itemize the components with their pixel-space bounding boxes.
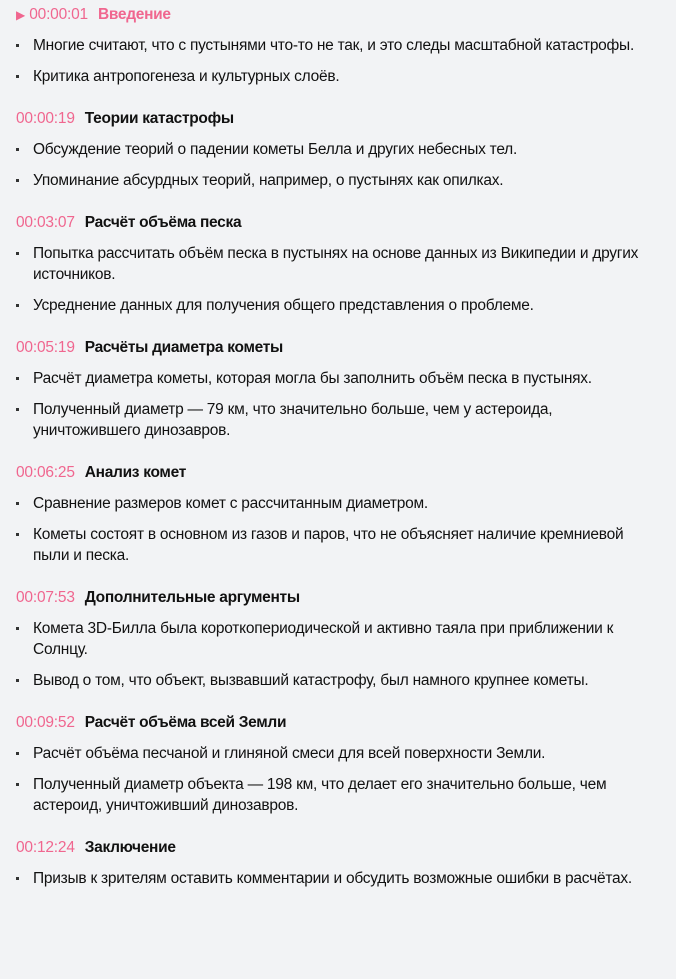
list-item [16,66,662,87]
chapter [16,337,662,441]
bullet-icon [16,377,19,380]
bullet-icon [16,304,19,307]
bullet-icon [16,44,19,47]
bullet-icon [16,408,19,411]
list-item [16,618,662,660]
bullet-icon [16,679,19,682]
point-text: Призыв к зрителям оставить комментарии и обсудить возможные ошибки в расчётах. [33,870,632,887]
bullet-icon [16,179,19,182]
chapter-title: Введение [97,6,171,23]
point-text: Расчёт диаметра кометы, которая могла бы заполнить объём песка в пустынях. [33,370,592,387]
list-item [16,670,662,691]
point-text: Сравнение размеров комет с рассчитанным диаметром. [33,495,428,512]
chapter-points [16,35,662,87]
timestamp-link[interactable]: 00:12:24 [16,839,75,856]
timestamp-link[interactable]: 00:05:19 [16,339,75,356]
chapter-title: Теории катастрофы [84,110,234,127]
chapter-header[interactable] [16,462,662,484]
chapter-points [16,493,662,566]
chapter-header[interactable] [16,212,662,234]
chapter-points [16,868,662,889]
chapter [16,4,662,87]
bullet-icon [16,783,19,786]
point-text: Полученный диаметр объекта — 198 км, что делает его значительно больше, чем астероид, уничтоживший динозавров. [33,776,607,814]
point-text: Попытка рассчитать объём песка в пустынях на основе данных из Википедии и других источников. [33,245,639,283]
chapter-points [16,743,662,816]
bullet-icon [16,148,19,151]
chapter [16,212,662,316]
point-text: Вывод о том, что объект, вызвавший катастрофу, был намного крупнее кометы. [33,672,589,689]
list-item [16,35,662,56]
list-item [16,743,662,764]
bullet-icon [16,627,19,630]
point-text: Усреднение данных для получения общего представления о проблеме. [33,297,534,314]
chapter-title: Заключение [84,839,176,856]
timestamp-link[interactable]: 00:06:25 [16,464,75,481]
chapter-header[interactable] [16,587,662,609]
point-text: Многие считают, что с пустынями что-то не так, и это следы масштабной катастрофы. [33,37,635,54]
point-text: Комета 3D-Билла была короткопериодической и активно таяла при приближении к Солнцу. [33,620,614,658]
timestamp-link[interactable]: 00:00:19 [16,110,75,127]
bullet-icon [16,533,19,536]
list-item [16,868,662,889]
timestamp-link[interactable]: 00:00:01 [29,6,88,23]
chapter [16,108,662,191]
list-item [16,295,662,316]
timestamp-link[interactable]: 00:03:07 [16,214,75,231]
chapter-points [16,243,662,316]
list-item [16,493,662,514]
point-text: Полученный диаметр — 79 км, что значительно больше, чем у астероида, уничтожившего динозавров. [33,401,553,439]
chapter [16,587,662,691]
chapter-title: Расчёт объёма всей Земли [84,714,287,731]
timestamp-link[interactable]: 00:09:52 [16,714,75,731]
bullet-icon [16,877,19,880]
chapter-header[interactable] [16,337,662,359]
point-text: Обсуждение теорий о падении кометы Белла и других небесных тел. [33,141,518,158]
point-text: Упоминание абсурдных теорий, например, о пустынях как опилках. [33,172,504,189]
bullet-icon [16,502,19,505]
chapter-points [16,139,662,191]
chapter-header[interactable] [16,837,662,859]
bullet-icon [16,252,19,255]
bullet-icon [16,752,19,755]
chapter [16,712,662,816]
chapter-title: Расчёт объёма песка [84,214,242,231]
chapter-title: Анализ комет [84,464,187,481]
list-item [16,170,662,191]
point-text: Кометы состоят в основном из газов и паров, что не объясняет наличие кремниевой пыли и песка. [33,526,624,564]
chapter-header[interactable] [16,4,662,26]
bullet-icon [16,75,19,78]
chapter-header[interactable] [16,108,662,130]
point-text: Критика антропогенеза и культурных слоёв. [33,68,340,85]
point-text: Расчёт объёма песчаной и глиняной смеси для всей поверхности Земли. [33,745,546,762]
chapter-title: Дополнительные аргументы [84,589,300,606]
list-item [16,243,662,285]
list-item [16,368,662,389]
list-item [16,774,662,816]
chapter-points [16,368,662,441]
list-item [16,399,662,441]
list-item [16,524,662,566]
list-item [16,139,662,160]
timestamp-link[interactable]: 00:07:53 [16,589,75,606]
chapter [16,462,662,566]
chapter-points [16,618,662,691]
play-icon: ▶ [16,8,26,22]
chapter [16,837,662,889]
chapter-title: Расчёты диаметра кометы [84,339,283,356]
chapter-header[interactable] [16,712,662,734]
